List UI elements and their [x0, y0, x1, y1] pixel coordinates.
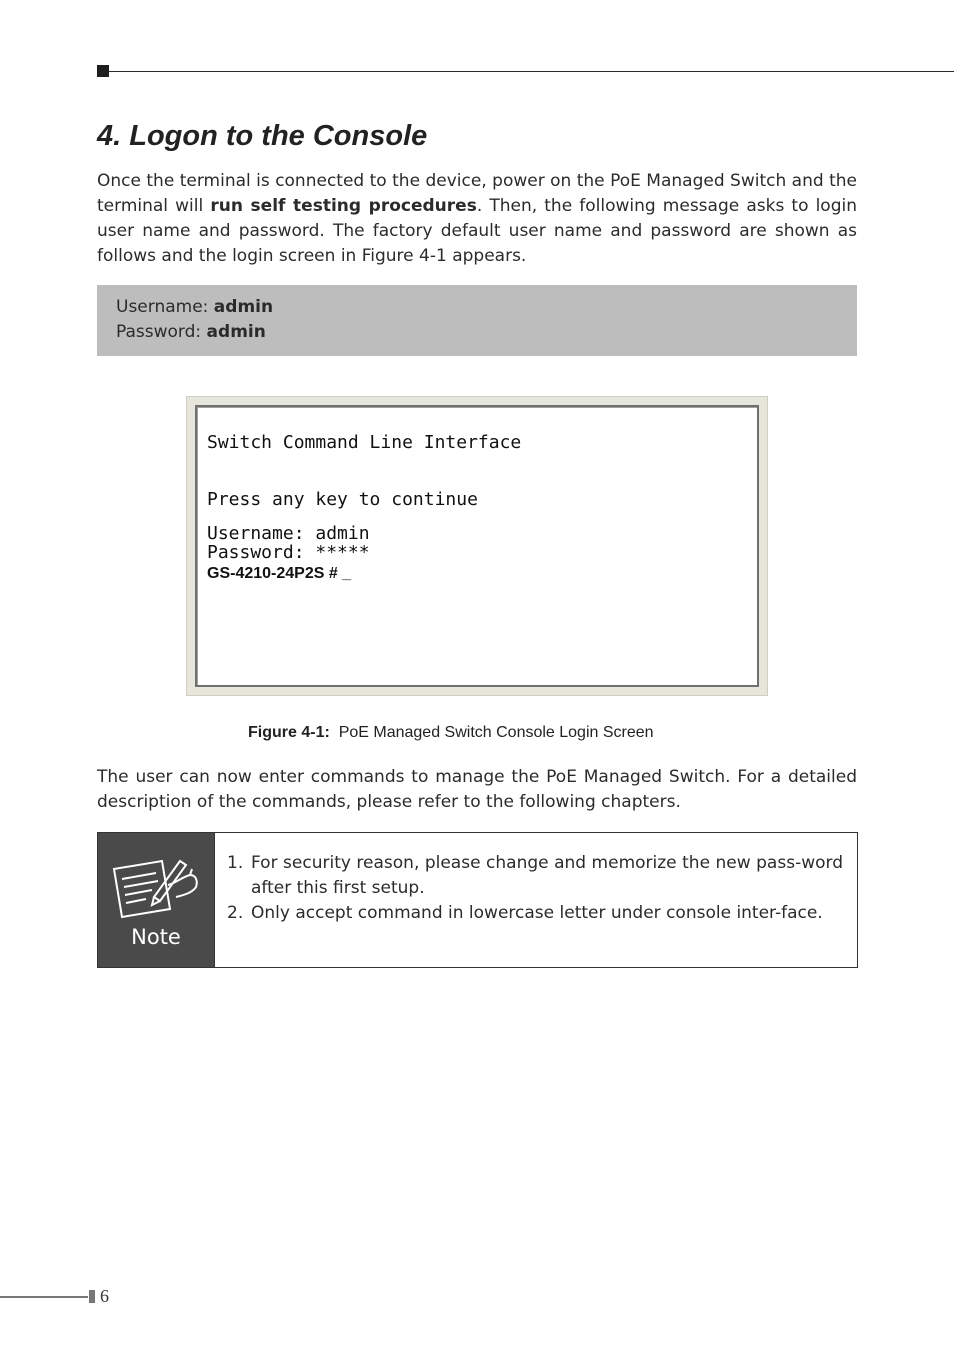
note-item-number: 1. — [227, 853, 244, 873]
console-username-line: Username: admin — [207, 523, 370, 544]
username-row — [116, 295, 857, 320]
intro-paragraph — [97, 169, 857, 269]
note-item-text: Only accept command in lowercase letter under console inter-face. — [251, 903, 823, 923]
note-item-text: For security reason, please change and memorize the new pass-word after this first setup. — [251, 853, 843, 898]
figure-caption — [248, 724, 654, 742]
intro-bold-text: run self testing procedures — [210, 196, 477, 216]
password-value: admin — [206, 322, 266, 342]
followup-paragraph: The user can now enter commands to manage the PoE Managed Switch. For a detailed description of the commands, please refer to the following chapters. — [97, 767, 857, 812]
note-sidebar — [98, 833, 215, 967]
page-number: 6 — [100, 1286, 109, 1306]
intro-text-before: Once the terminal is connected to the device, power on the PoE Managed Switch and the terminal will — [97, 171, 857, 216]
console-password-line: Password: ***** — [207, 542, 370, 563]
note-item — [227, 851, 843, 901]
header-rule — [97, 71, 954, 72]
note-list — [215, 833, 857, 967]
footer-tick-marker — [89, 1290, 95, 1303]
note-box — [97, 832, 858, 968]
figure-caption-text: PoE Managed Switch Console Login Screen — [338, 724, 654, 741]
console-command-prompt: GS-4210-24P2S # _ — [207, 565, 352, 582]
note-label: Note — [131, 925, 181, 949]
username-value: admin — [213, 297, 274, 317]
figure-label: Figure 4-1: — [248, 724, 330, 741]
intro-text-after: . Then, the following message asks to login user name and password. The factory default user name and password are shown as follows and the login screen in Figure 4-1 appears. — [97, 196, 858, 266]
footer-rule — [0, 1296, 88, 1298]
console-prompt-line: Press any key to continue — [207, 489, 478, 510]
console-screen — [195, 405, 759, 687]
note-item — [227, 901, 843, 926]
note-item-number: 2. — [227, 903, 244, 923]
username-label: Username: — [116, 297, 209, 317]
section-title: 4. Logon to the Console — [97, 120, 428, 152]
header-square-marker — [97, 65, 109, 77]
password-label: Password: — [116, 322, 202, 342]
note-pencil-icon — [110, 853, 200, 925]
console-title-line: Switch Command Line Interface — [207, 432, 522, 453]
default-credentials-box — [97, 285, 857, 356]
password-row — [116, 320, 857, 345]
console-screenshot — [186, 396, 768, 696]
